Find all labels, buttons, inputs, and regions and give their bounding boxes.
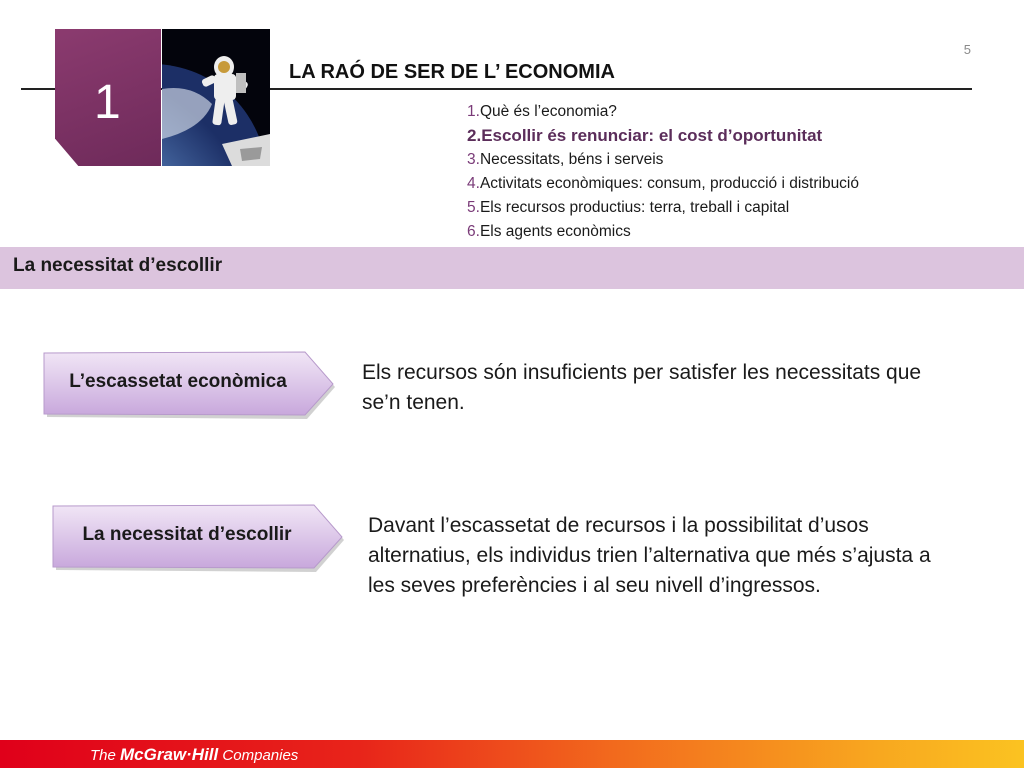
- section-band: [0, 247, 1024, 289]
- footer-bar: [0, 740, 1024, 768]
- table-of-contents: [467, 100, 859, 244]
- toc-item: 3.Necessitats, béns i serveis: [467, 151, 664, 168]
- chapter-number: 1: [94, 76, 121, 129]
- concept-description: Els recursos són insuficients per satisfer les necessitats que se’n tenen.: [362, 361, 922, 414]
- toc-item-active: 2.Escollir és renunciar: el cost d’oportunitat: [467, 126, 823, 145]
- section-title: La necessitat d’escollir: [13, 255, 223, 276]
- concept-description: Davant l’escassetat de recursos i la possibilitat d’usos alternatius, els individus trien l’alternativa que més s’ajusta a les seves preferències i al seu nivell d’ingressos.: [368, 514, 931, 597]
- concept-arrow-choice: [52, 504, 342, 570]
- concept-arrow-scarcity: [43, 351, 333, 417]
- concept-label: L’escassetat econòmica: [69, 371, 287, 392]
- publisher-logo: The McGraw·Hill Companies: [90, 745, 299, 764]
- toc-item: 4.Activitats econòmiques: consum, producció i distribució: [467, 175, 859, 192]
- toc-item: 6.Els agents econòmics: [467, 223, 631, 240]
- chapter-title: LA RAÓ DE SER DE L’ ECONOMIA: [289, 61, 615, 83]
- slide-number: 5: [963, 42, 971, 57]
- toc-item: 5.Els recursos productius: terra, treball i capital: [467, 199, 790, 216]
- toc-item: 1.Què és l’economia?: [467, 103, 617, 120]
- astronaut-image: [162, 29, 270, 166]
- concept-label: La necessitat d’escollir: [82, 524, 292, 545]
